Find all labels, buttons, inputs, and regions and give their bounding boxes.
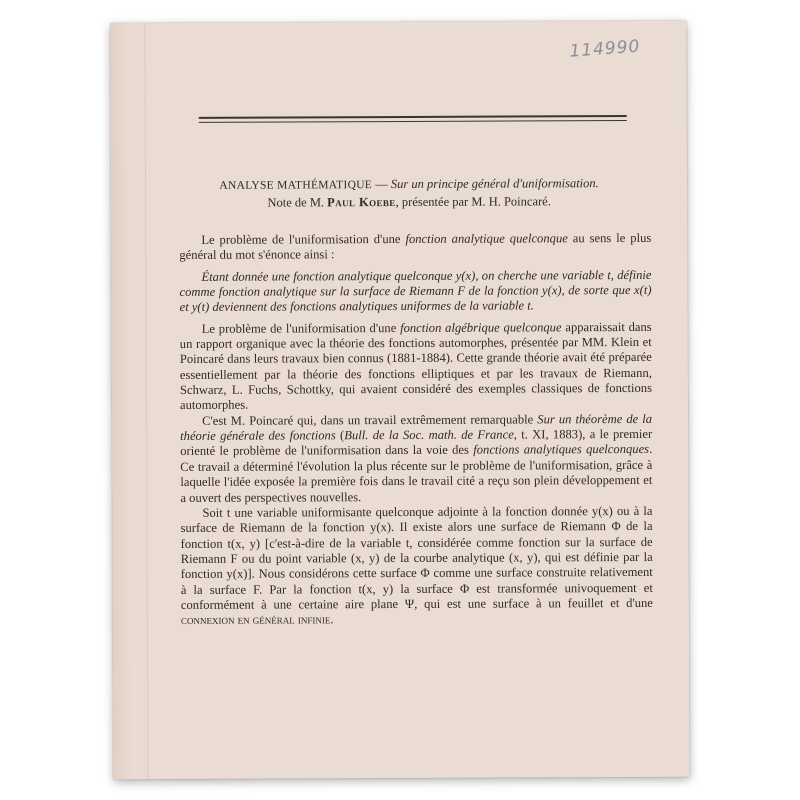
paragraph-4 [180, 412, 652, 506]
p4-text: C'est M. Poincaré qui, dans un travail extrêmement remarquable [202, 412, 538, 428]
paragraph-2-problem-statement: Étant donnée une fonction analytique quelconque y(x), on cherche une variable t, définie comme fonction analytique sur la surface de Riemann F de la fonction y(x), de sorte que x(t) et y(t) deviennent des fonctions analytiques uniformes de la variable t. [179, 267, 652, 315]
p4-paren: ( [335, 428, 345, 443]
p4-cited-title: Sur un théorème de la théorie générale des fonctions [180, 411, 653, 444]
p5-text-end: . [330, 612, 334, 627]
heading-line-2 [171, 193, 647, 212]
p1-text-end: au sens le plus général du mot s'énonce ainsi : [179, 230, 652, 263]
article-body [179, 231, 653, 629]
header-rule-thin [199, 120, 627, 123]
paragraph-3 [180, 320, 652, 414]
paragraph-1 [179, 231, 651, 264]
binding-strip [110, 23, 148, 779]
p3-text: Le problème de l'uniformisation d'une [201, 320, 401, 336]
paper-title: Sur un principe général d'uniformisation. [390, 176, 599, 192]
p1-emphasis: fonction analytique quelconque [405, 231, 568, 246]
heading-separator: — [372, 177, 391, 192]
p4-emphasis: fonctions analytiques quelconques [473, 442, 650, 458]
p5-text: Soit t une variable uniformisante quelconque adjointe à la fonction donnée y(x) ou à la surface de Riemann de la fonction y(x). Il existe alors une surface de Riemann Φ de la fonction t(x, y) [c'est-à-dire de la variable t, considérée comme fonction sur la surface de Riemann F ou du point variable (x, y) de la courbe analytique (x, y), qui est définie par la fonction y(x)]. Nous considérons cette surface Φ comme une surface construite relativement à la surface F. Par la fonction t(x, y) la surface Φ est transformée univoquement et conformément à une certaine aire plane Ψ, qui est une surface à un feuillet et d'une [180, 503, 653, 612]
note-prefix: Note de M. [267, 195, 328, 210]
paper-sheet [110, 21, 689, 780]
p4-text-mid: , t. XI, 1883), a le premier orienté le problème de l'uniformisation dans la voie des [180, 427, 653, 459]
p1-text: Le problème de l'uniformisation d'une [201, 231, 406, 247]
p3-emphasis: fonction algébrique quelconque [400, 320, 562, 335]
category-label: ANALYSE MATHÉMATIQUE [219, 179, 373, 192]
p4-text-end: . Ce travail a déterminé l'évolution la plus récente sur le problème de l'uniformisation, grâce à laquelle l'idée exposée la première fois dans le travail cité a reçu son plein développement et a ouvert des perspectives nouvelles. [180, 442, 653, 505]
note-suffix: , présentée par M. H. Poincaré. [395, 194, 551, 210]
catalog-number: 114990 [568, 36, 642, 62]
p5-small-caps: connexion en général infinie [180, 612, 331, 628]
paragraph-5 [180, 504, 653, 629]
p4-journal: Bull. de la Soc. math. de France [344, 427, 514, 443]
header-rule-thick [199, 115, 627, 119]
author-name: Paul Koebe [327, 195, 396, 210]
heading-line-1 [171, 175, 647, 195]
p3-text-end: apparaissait dans un rapport organique avec la théorie des fonctions automorphes, présentée par MM. Klein et Poincaré dans leurs travaux bien connus (1881-1884). Cette grande théorie avait été préparée essentiellement par la théorie des fonctions elliptiques et par les travaux de Riemann, Schwarz, L. Fuchs, Schottky, qui avaient considéré des exemples classiques de fonctions automorphes. [179, 319, 652, 413]
